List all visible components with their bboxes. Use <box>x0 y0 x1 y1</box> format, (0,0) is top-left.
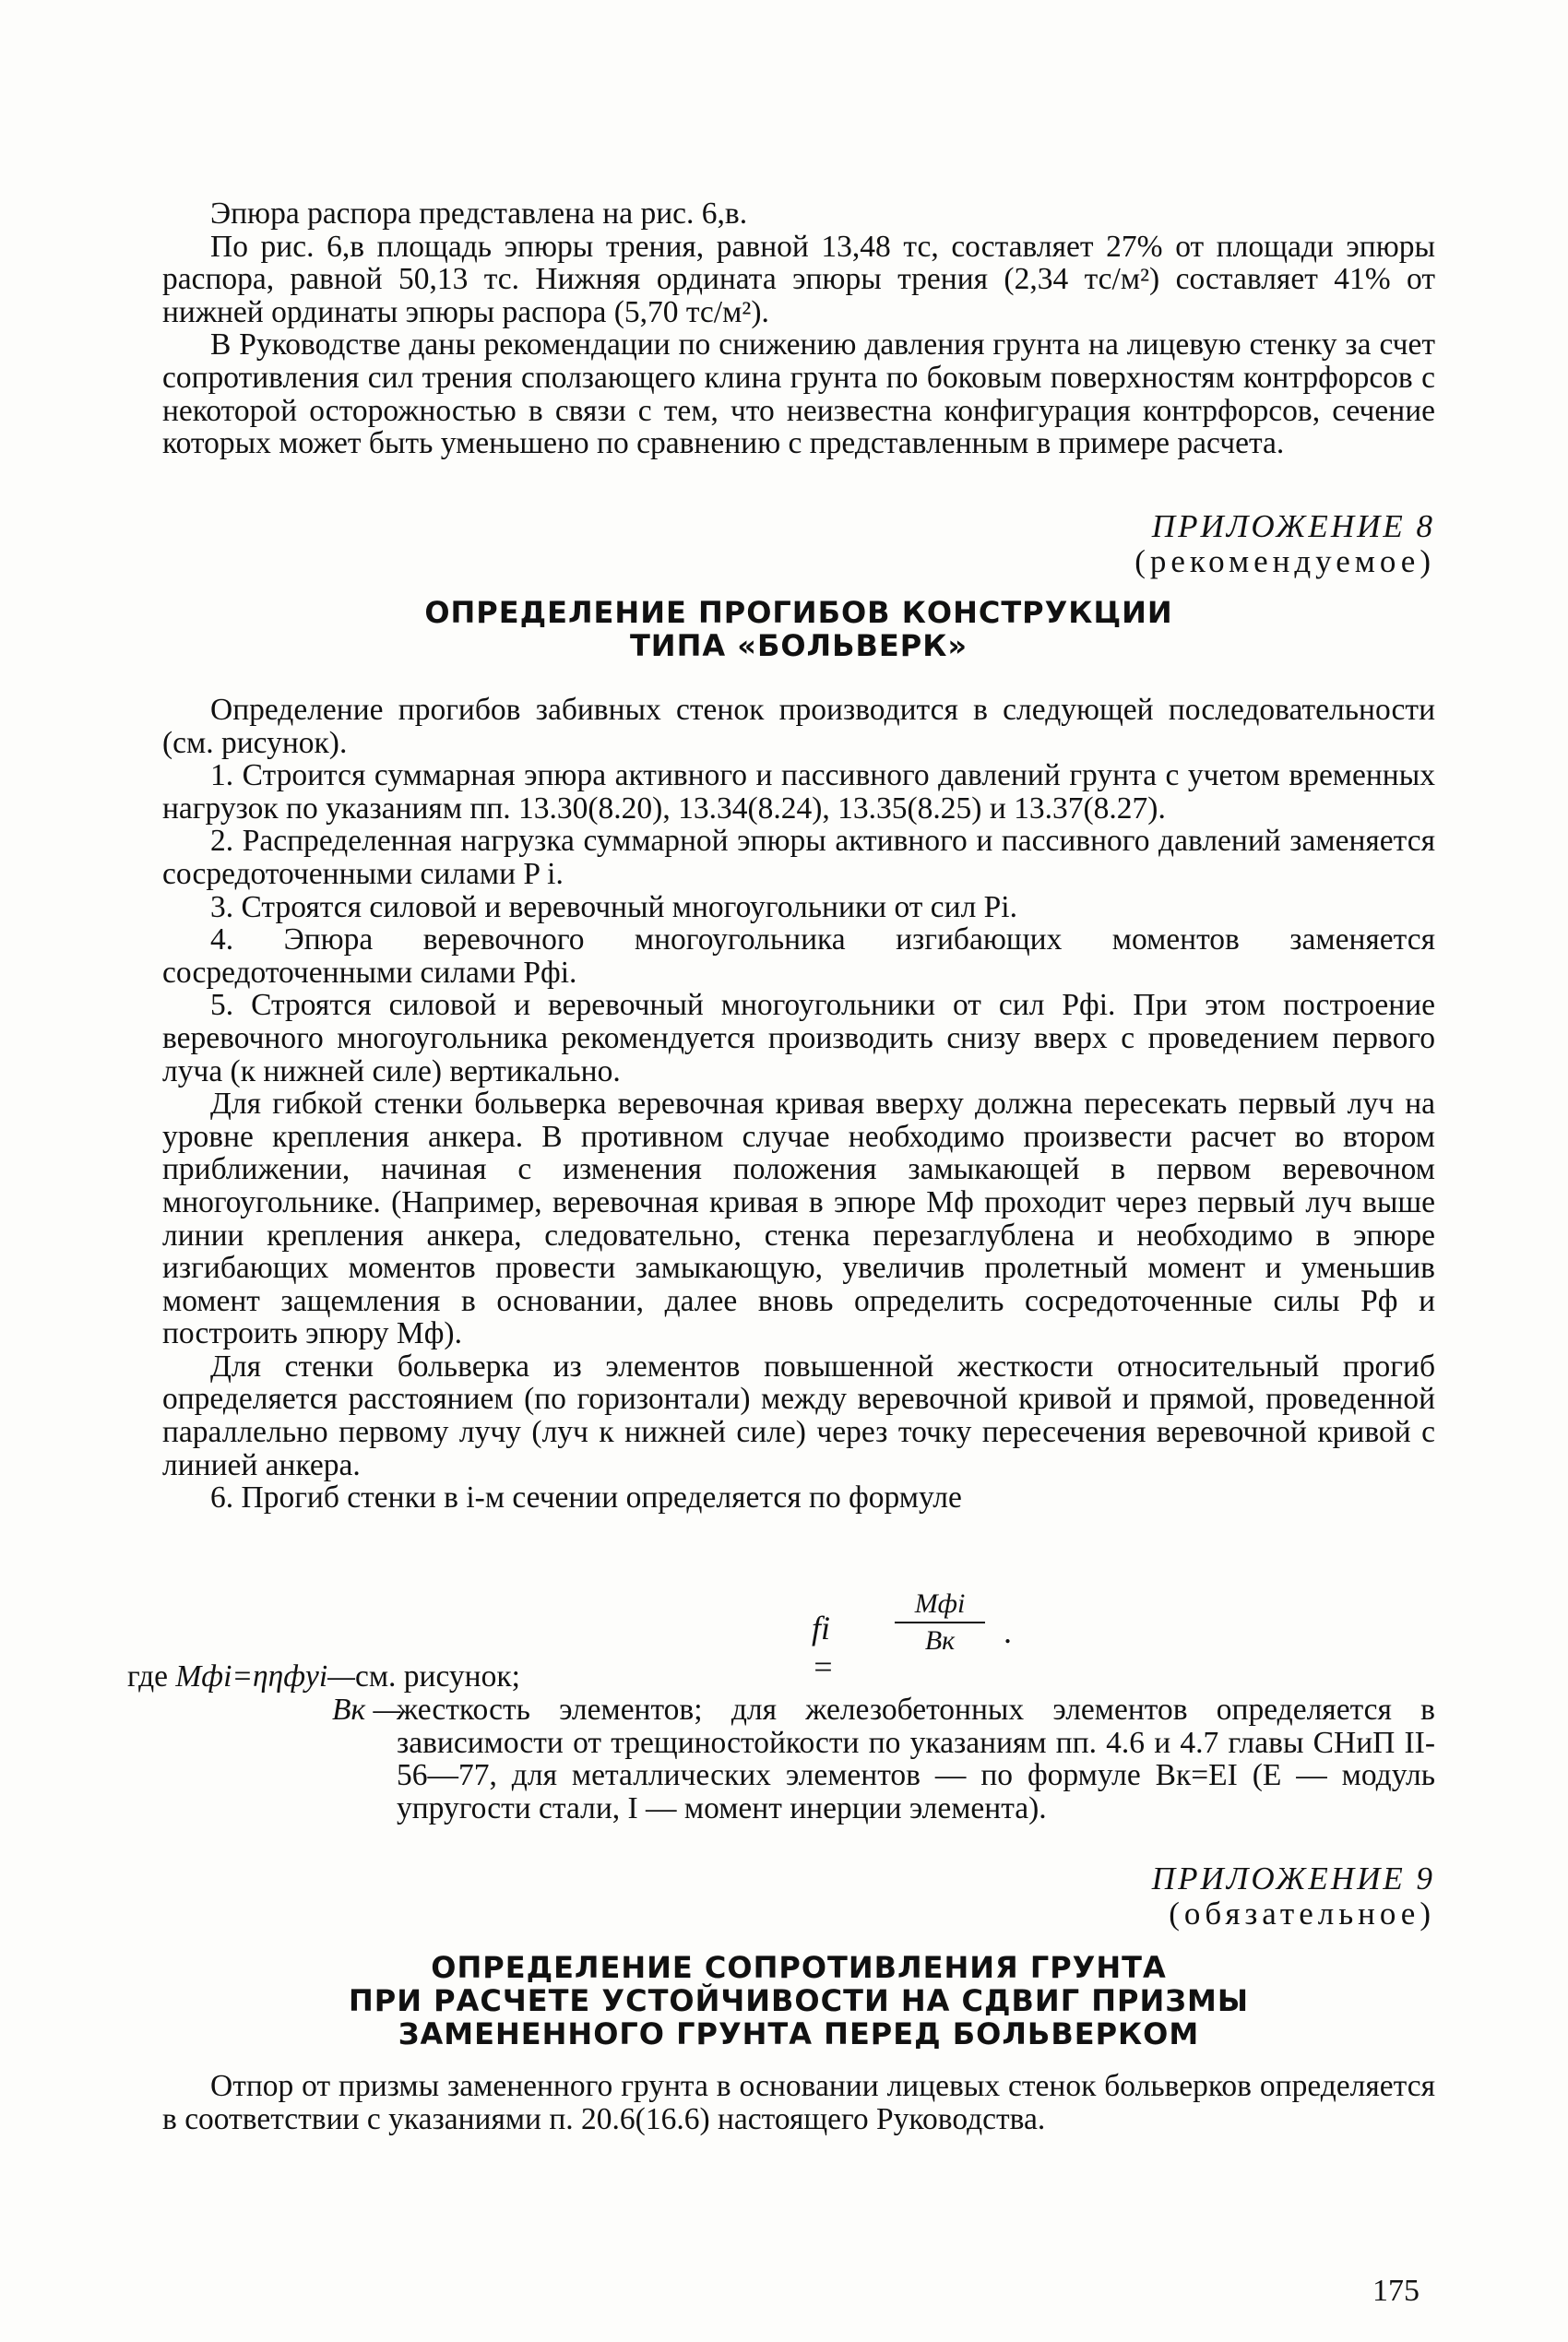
paragraph: 4. Эпюра веревочного многоугольника изгибающих моментов заменяется сосредоточенными силами Pфi. <box>162 922 1435 990</box>
heading-line: ЗАМЕНЕННОГО ГРУНТА ПЕРЕД БОЛЬВЕРКОМ <box>398 2016 1200 2051</box>
paragraph: 2. Распределенная нагрузка суммарной эпюры активного и пассивного давлений заменяется сосредоточенными силами P i. <box>162 824 1435 891</box>
appendix-8-heading <box>162 596 1435 662</box>
definition-symbol: Mфi=ηηфyi— <box>175 1659 355 1694</box>
appendix-9-heading <box>162 1951 1435 2051</box>
definition-text: см. рисунок; <box>354 1659 520 1694</box>
formula-definitions <box>127 1660 1435 1860</box>
appendix-type: (рекомендуемое) <box>1134 543 1435 579</box>
paragraph: 5. Строятся силовой и веревочный многоугольники от сил Pфi. При этом построение веревочного многоугольника рекомендуется производить снизу вверх с проведением первого луча (к нижней силе) вертикально. <box>162 988 1435 1088</box>
definition-symbol: Bк — <box>332 1693 401 1727</box>
page-number: 175 <box>1372 2274 1420 2308</box>
paragraph: По рис. 6,в площадь эпюры трения, равной 13,48 тс, составляет 27% от площади эпюры распора, равной 50,13 тс. Нижняя ордината эпюры трения (2,34 тс/м²) составляет 41% от нижней ординаты эпюры распора (5,70 тс/м²). <box>162 229 1435 329</box>
paragraph: 6. Прогиб стенки в i-м сечении определяется по формуле <box>210 1480 962 1516</box>
appendix-title: ПРИЛОЖЕНИЕ 9 <box>1151 1861 1435 1896</box>
formula-numerator: Mфi <box>914 1588 966 1619</box>
formula-end: . <box>1004 1613 1012 1650</box>
heading-line: ОПРЕДЕЛЕНИЕ СОПРОТИВЛЕНИЯ ГРУНТА <box>431 1950 1167 1985</box>
paragraph: 3. Строятся силовой и веревочный многоугольники от сил Pi. <box>210 889 1017 924</box>
paragraph: Для гибкой стенки больверка веревочная кривая вверху должна пересекать первый луч на уровне крепления анкера. В противном случае необходимо произвести расчет во втором приближении, начиная с изменения положения замыкающей в первом веревочном многоугольнике. (Например, веревочная кривая в эпюре Mф проходит через первый луч выше линии крепления анкера, следовательно, стенка перезаглублена и необходимо в эпюре изгибающих моментов провести замыкающую, увеличив пролетный момент и уменьшив момент защемления в основании, далее вновь определить сосредоточенные силы Pф и построить эпюру Mф). <box>162 1087 1435 1351</box>
appendix-9-label <box>922 1861 1435 1932</box>
appendix-title: ПРИЛОЖЕНИЕ 8 <box>1151 508 1435 544</box>
fraction-bar <box>895 1622 985 1623</box>
heading-line: ПРИ РАСЧЕТЕ УСТОЙЧИВОСТИ НА СДВИГ ПРИЗМЫ <box>349 1983 1249 2018</box>
paragraph: Отпор от призмы замененного грунта в основании лицевых стенок больверков определяется в соответствии с указаниями п. 20.6(16.6) настоящего Руководства. <box>162 2069 1435 2136</box>
heading-line: ОПРЕДЕЛЕНИЕ ПРОГИБОВ КОНСТРУКЦИИ <box>424 595 1173 630</box>
paragraph: Для стенки больверка из элементов повышенной жесткости относительный прогиб определяется расстоянием (по горизонтали) между веревочной кривой и прямой, проведенной параллельно первому лучу (луч к нижней силе) через точку пересечения веревочной кривой с линией анкера. <box>162 1349 1435 1482</box>
formula-denominator: Bк <box>924 1625 956 1656</box>
appendix-9-body <box>162 2070 1435 2135</box>
intro-text <box>162 197 1435 460</box>
paragraph: Эпюра распора представлена на рис. 6,в. <box>210 196 748 231</box>
where-label: где <box>127 1659 168 1694</box>
definition-text: жесткость элементов; для железобетонных элементов определяется в зависимости от трещиностойкости по указаниям пп. 4.6 и 4.7 главы СНиП II-56—77, для металлических элементов — по формуле Bк=EI (E — модуль упругости стали, I — момент инерции элемента). <box>397 1693 1435 1825</box>
paragraph: В Руководстве даны рекомендации по снижению давления грунта на лицевую стенку за счет сопротивления сил трения сползающего клина грунта по боковым поверхностям контрфорсов с некоторой осторожностью в связи с тем, что неизвестна конфигурация контрфорсов, сечение которых может быть уменьшено по сравнению с представленным в примере расчета. <box>162 327 1435 461</box>
formula-lhs: fi = <box>812 1610 835 1685</box>
appendix-8-label <box>922 509 1435 579</box>
definition-row <box>127 1660 1435 1694</box>
paragraph: Определение прогибов забивных стенок производится в следующей последовательности (см. рисунок). <box>162 693 1435 760</box>
heading-line: ТИПА «БОЛЬВЕРК» <box>629 628 968 663</box>
appendix-type: (обязательное) <box>1169 1896 1435 1932</box>
paragraph: 1. Строится суммарная эпюра активного и пассивного давлений грунта с учетом временных нагрузок по указаниям пп. 13.30(8.20), 13.34(8.24), 13.35(8.25) и 13.37(8.27). <box>162 758 1435 826</box>
appendix-8-body <box>162 694 1435 1515</box>
formula-fraction <box>889 1588 991 1657</box>
definition-row <box>127 1694 1435 1860</box>
